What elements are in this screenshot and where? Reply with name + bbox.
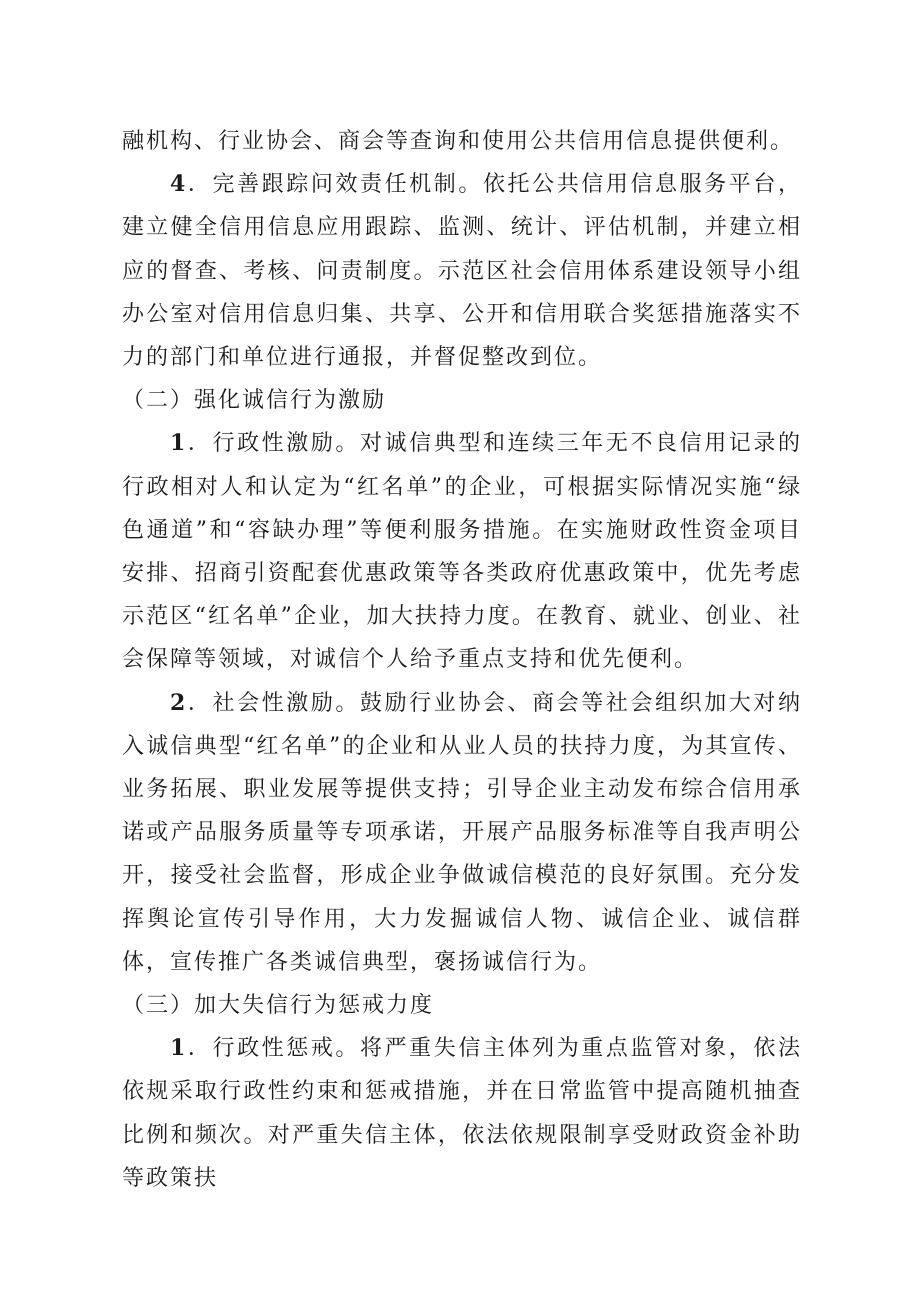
item-number: 4 bbox=[170, 171, 188, 198]
paragraph-item-1-punishment bbox=[122, 1027, 802, 1200]
paragraph-item-2-incentive bbox=[122, 682, 802, 984]
item-number: 1 bbox=[170, 1035, 188, 1062]
item-number: 1 bbox=[170, 430, 188, 457]
document-body bbox=[122, 120, 802, 1200]
paragraph-text: ．社会性激励。鼓励行业协会、商会等社会组织加大对纳入诚信典型“红名单”的企业和从业人员的扶持力度，为其宣传、业务拓展、职业发展等提供支持；引导企业主动发布综合信用承诺或产品服务质量等专项承诺，开展产品服务标准等自我声明公开，接受社会监督，形成企业争做诚信模范的良好氛围。充分发挥舆论宣传引导作用，大力发掘诚信人物、诚信企业、诚信群体，宣传推广各类诚信典型，褒扬诚信行为。 bbox=[122, 690, 802, 975]
section-heading-3: （三）加大失信行为惩戒力度 bbox=[122, 993, 435, 1019]
paragraph-item-1-incentive bbox=[122, 422, 802, 681]
paragraph-item-4 bbox=[122, 163, 802, 379]
item-number: 2 bbox=[170, 689, 188, 716]
section-heading-2: （二）强化诚信行为激励 bbox=[122, 388, 387, 414]
paragraph-continuation: 融机构、行业协会、商会等查询和使用公共信用信息提供便利。 bbox=[122, 129, 795, 154]
paragraph-text: ．行政性惩戒。将严重失信主体列为重点监管对象，依法依规采取行政性约束和惩戒措施，并在日常监管中提高随机抽查比例和频次。对严重失信主体，依法依规限制享受财政资金补助等政策扶 bbox=[122, 1036, 802, 1191]
paragraph-text: ．行政性激励。对诚信典型和连续三年无不良信用记录的行政相对人和认定为“红名单”的企业，可根据实际情况实施“绿色通道”和“容缺办理”等便利服务措施。在实施财政性资金项目安排、招商引资配套优惠政策等各类政府优惠政策中，优先考虑示范区“红名单”企业，加大扶持力度。在教育、就业、创业、社会保障等领域，对诚信个人给予重点支持和优先便利。 bbox=[122, 431, 802, 673]
paragraph-text: ．完善跟踪问效责任机制。依托公共信用信息服务平台，建立健全信用信息应用跟踪、监测、统计、评估机制，并建立相应的督查、考核、问责制度。示范区社会信用体系建设领导小组办公室对信用信息归集、共享、公开和信用联合奖惩措施落实不力的部门和单位进行通报，并督促整改到位。 bbox=[122, 172, 802, 371]
